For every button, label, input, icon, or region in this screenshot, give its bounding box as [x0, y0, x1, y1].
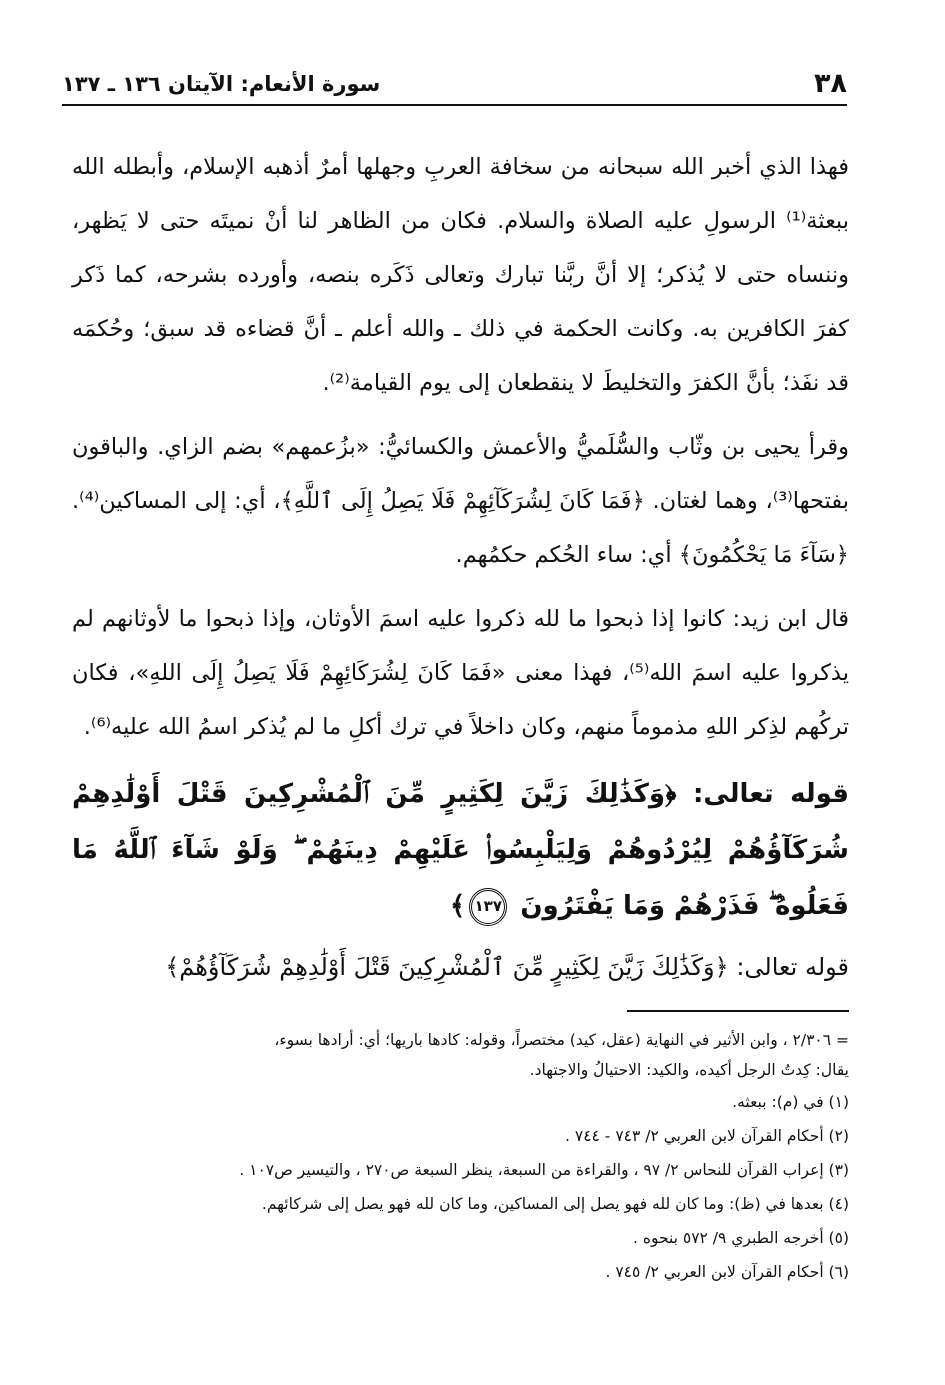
verse-tail-text: ﴿وَكَذَٰلِكَ زَيَّنَ لِكَثِيرٍ مِّنَ ٱلْمُشْرِكِينَ قَتْلَ أَوْلَٰدِهِمْ شُرَكَآؤُهُمْ﴾ [165, 953, 729, 981]
footnotes [72, 1025, 849, 1289]
footnote-4: (٤) بعدها في (ظ): وما كان لله فهو يصل إلى المساكين، وما كان لله فهو يصل إلى شركائهم. [261, 1195, 849, 1213]
verse-close-bracket: ﴾ [450, 891, 466, 921]
footnote-5: (٥) أخرجه الطبري ٩/ ٥٧٢ بنحوه . [632, 1229, 849, 1247]
quran-verse-heading [72, 766, 849, 934]
footnote-divider [627, 1010, 849, 1012]
footnote-2: (٢) أحكام القرآن لابن العربي ٢/ ٧٤٣ - ٧٤٤ . [565, 1127, 849, 1145]
verse-commentary-start [72, 940, 849, 994]
verse-tail-lead: قوله تعالى: [736, 953, 849, 981]
footnote-1: (١) في (م): ببعثه. [732, 1093, 849, 1111]
footnote-3: (٣) إعراب القرآن للنحاس ٢/ ٩٧ ، والقراءة من السبعة، ينظر السبعة ص٢٧٠ ، والتيسير ص١٠٧ . [239, 1161, 849, 1179]
verse-lead: قوله تعالى: [693, 779, 849, 809]
ayah-number-icon: ١٣٧ [469, 888, 507, 926]
main-text [72, 140, 849, 994]
running-title: سورة الأنعام: الآيتان ١٣٦ ـ ١٣٧ [62, 72, 381, 96]
paragraph-2: وقرأ يحيى بن وثّاب والسُّلَميُّ والأعمش والكسائيُّ: «بزُعمهم» بضم الزاي. والباقون بفتحها⁽³⁾، وهما لغتان. ﴿فَمَا كَانَ لِشُرَكَآئِهِمْ فَلَا يَصِلُ إِلَى ٱللَّهِ﴾، أي: إلى المساكين⁽⁴⁾. ﴿سَآءَ مَا يَحْكُمُونَ﴾ أي: ساء الحُكم حكمُهم. [72, 434, 849, 568]
footnote-continuation: يقال: كِدتُ الرجل أكيده، والكيد: الاحتيالُ والاجتهاد. [529, 1061, 849, 1079]
footnote-6: (٦) أحكام القرآن لابن العربي ٢/ ٧٤٥ . [605, 1263, 849, 1281]
paragraph-1: فهذا الذي أخبر الله سبحانه من سخافة العربِ وجهلها أمرٌ أذهبه الإسلام، وأبطله الله ببعثة⁽¹⁾ الرسولِ عليه الصلاة والسلام. فكان من الظاهر لنا أنْ نميتَه حتى لا يَظهر، وننساه حتى لا يُذكر؛ إلا أنَّ ربَّنا تبارك وتعالى ذَكَره بنصه، وأورده بشرحه، كما ذَكر كفرَ الكافرين به. وكانت الحكمة في ذلك ـ والله أعلم ـ أنَّ قضاءه قد سبق؛ وحُكمَه قد نفَذ؛ بأنَّ الكفرَ والتخليطَ لا ينقطعان إلى يوم القيامة⁽²⁾. [72, 154, 849, 396]
page-number: ٣٨ [814, 68, 847, 99]
page-header [62, 62, 847, 106]
verse-text: ﴿وَكَذَٰلِكَ زَيَّنَ لِكَثِيرٍ مِّنَ ٱلْمُشْرِكِينَ قَتْلَ أَوْلَٰدِهِمْ شُرَكَآؤُهُمْ لِيُرْدُوهُمْ وَلِيَلْبِسُوا۟ عَلَيْهِمْ دِينَهُمْ ۖ وَلَوْ شَآءَ ٱللَّهُ مَا فَعَلُوهُ ۖ فَذَرْهُمْ وَمَا يَفْتَرُونَ [72, 779, 849, 921]
footnote-continuation: = ٢/٣٠٦ ، وابن الأثير في النهاية (عقل، كيد) مختصراً، وقوله: كادها باريها؛ أي: أرادها بسوء، [274, 1031, 849, 1049]
paragraph-3: قال ابن زيد: كانوا إذا ذبحوا ما لله ذكروا عليه اسمَ الأوثان، وإذا ذبحوا ما لأوثانهم لم يذكروا عليه اسمَ الله⁽⁵⁾، فهذا معنى «فَمَا كَانَ لِشُرَكَائِهِمْ فَلَا يَصِلُ إِلَى اللهِ»، فكان تركُهم لذِكر اللهِ مذموماً منهم، وكان داخلاً في ترك أكلِ ما لم يُذكر اسمُ الله عليه⁽⁶⁾. [72, 606, 849, 740]
